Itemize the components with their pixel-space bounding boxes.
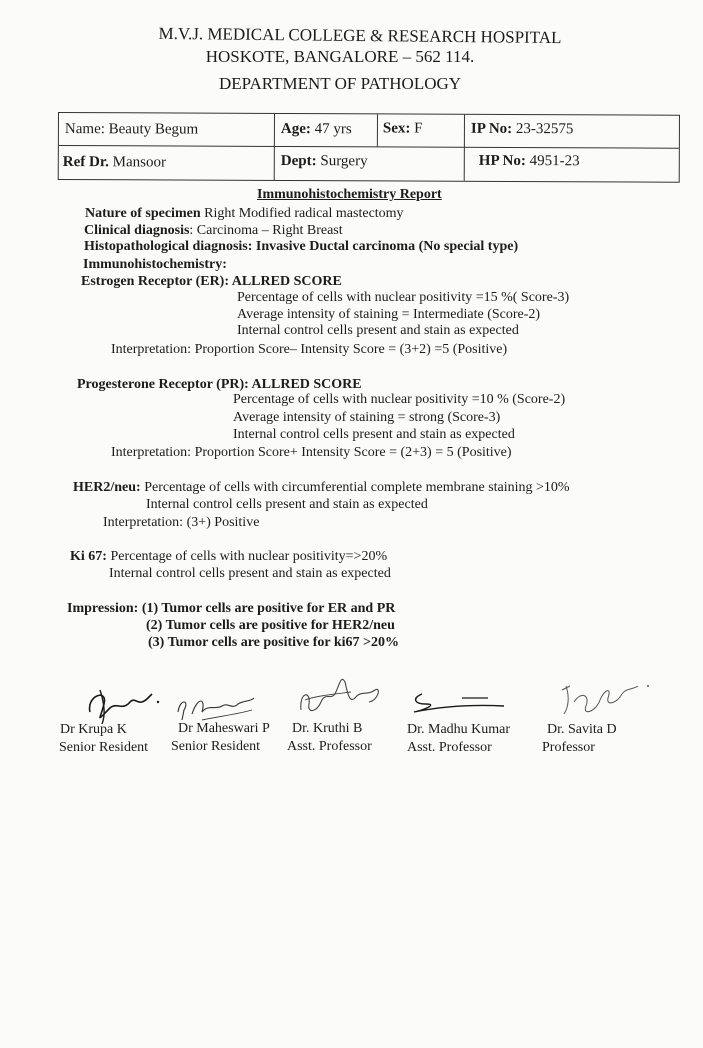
er-line-3: Internal control cells present and stain as expected xyxy=(237,323,519,338)
signature-krupa xyxy=(78,682,168,726)
signature-madhu xyxy=(404,684,514,720)
ki67-line-2: Internal control cells present and stain as expected xyxy=(109,566,391,581)
pr-line-1: Percentage of cells with nuclear positivity =10 % (Score-2) xyxy=(233,392,566,407)
signature-savita xyxy=(556,676,656,722)
signatory-5-title: Professor xyxy=(542,740,595,755)
histo-diagnosis-line: Histopathological diagnosis: Invasive Ductal carcinoma (No special type) xyxy=(84,239,519,254)
hp-number: HP No: 4951-23 xyxy=(478,152,580,170)
er-line-1: Percentage of cells with nuclear positivity =15 %( Score-3) xyxy=(237,290,570,305)
pr-heading: Progesterone Receptor (PR): ALLRED SCORE xyxy=(77,377,362,392)
er-heading: Estrogen Receptor (ER): ALLRED SCORE xyxy=(81,274,342,289)
signatory-4-title: Asst. Professor xyxy=(407,740,492,755)
report-title: Immunohistochemistry Report xyxy=(257,187,442,202)
pr-interpretation: Interpretation: Proportion Score+ Intensity Score = (2+3) = 5 (Positive) xyxy=(111,445,512,460)
signature-kruthi xyxy=(295,670,385,722)
signatory-5-name: Dr. Savita D xyxy=(547,722,617,737)
hospital-address: HOSKOTE, BANGALORE – 562 114. xyxy=(205,47,475,66)
ki67-line-1: Ki 67: Percentage of cells with nuclear positivity=>20% xyxy=(70,549,388,564)
her2-line-1: HER2/neu: Percentage of cells with circumferential complete membrane staining >10% xyxy=(73,480,570,495)
signatory-2-name: Dr Maheswari P xyxy=(178,721,270,736)
signatory-4-name: Dr. Madhu Kumar xyxy=(407,722,511,737)
department-name: DEPARTMENT OF PATHOLOGY xyxy=(218,74,462,93)
patient-sex: Sex: F xyxy=(382,120,423,137)
er-interpretation: Interpretation: Proportion Score– Intensity Score = (3+2) =5 (Positive) xyxy=(111,342,508,357)
patient-age: Age: 47 yrs xyxy=(280,120,352,138)
ip-number: IP No: 23-32575 xyxy=(470,120,574,138)
hospital-name: M.V.J. MEDICAL COLLEGE & RESEARCH HOSPITAL xyxy=(158,23,562,48)
patient-info-table xyxy=(58,112,680,183)
ihc-heading: Immunohistochemistry: xyxy=(83,257,227,272)
her2-interpretation: Interpretation: (3+) Positive xyxy=(103,515,260,530)
impression-line-3: (3) Tumor cells are positive for ki67 >20% xyxy=(148,635,400,650)
signatory-1-name: Dr Krupa K xyxy=(60,722,127,737)
impression-line-1: Impression: (1) Tumor cells are positive for ER and PR xyxy=(67,601,396,616)
pr-line-3: Internal control cells present and stain as expected xyxy=(233,427,515,442)
signatory-3-title: Asst. Professor xyxy=(287,739,372,754)
specimen-line: Nature of specimen Right Modified radical mastectomy xyxy=(85,206,404,221)
signatory-2-title: Senior Resident xyxy=(171,739,261,754)
impression-line-2: (2) Tumor cells are positive for HER2/neu xyxy=(146,618,395,633)
signatory-1-title: Senior Resident xyxy=(59,740,149,755)
department: Dept: Surgery xyxy=(280,152,368,170)
pr-line-2: Average intensity of staining = strong (Score-3) xyxy=(233,410,501,425)
er-line-2: Average intensity of staining = Intermediate (Score-2) xyxy=(237,307,541,322)
clinical-diagnosis-line: Clinical diagnosis: Carcinoma – Right Breast xyxy=(84,223,343,238)
patient-name: Name: Beauty Begum xyxy=(64,121,199,138)
referring-doctor: Ref Dr. Mansoor xyxy=(62,154,167,171)
signatory-3-name: Dr. Kruthi B xyxy=(292,721,363,736)
her2-line-2: Internal control cells present and stain as expected xyxy=(146,497,428,512)
